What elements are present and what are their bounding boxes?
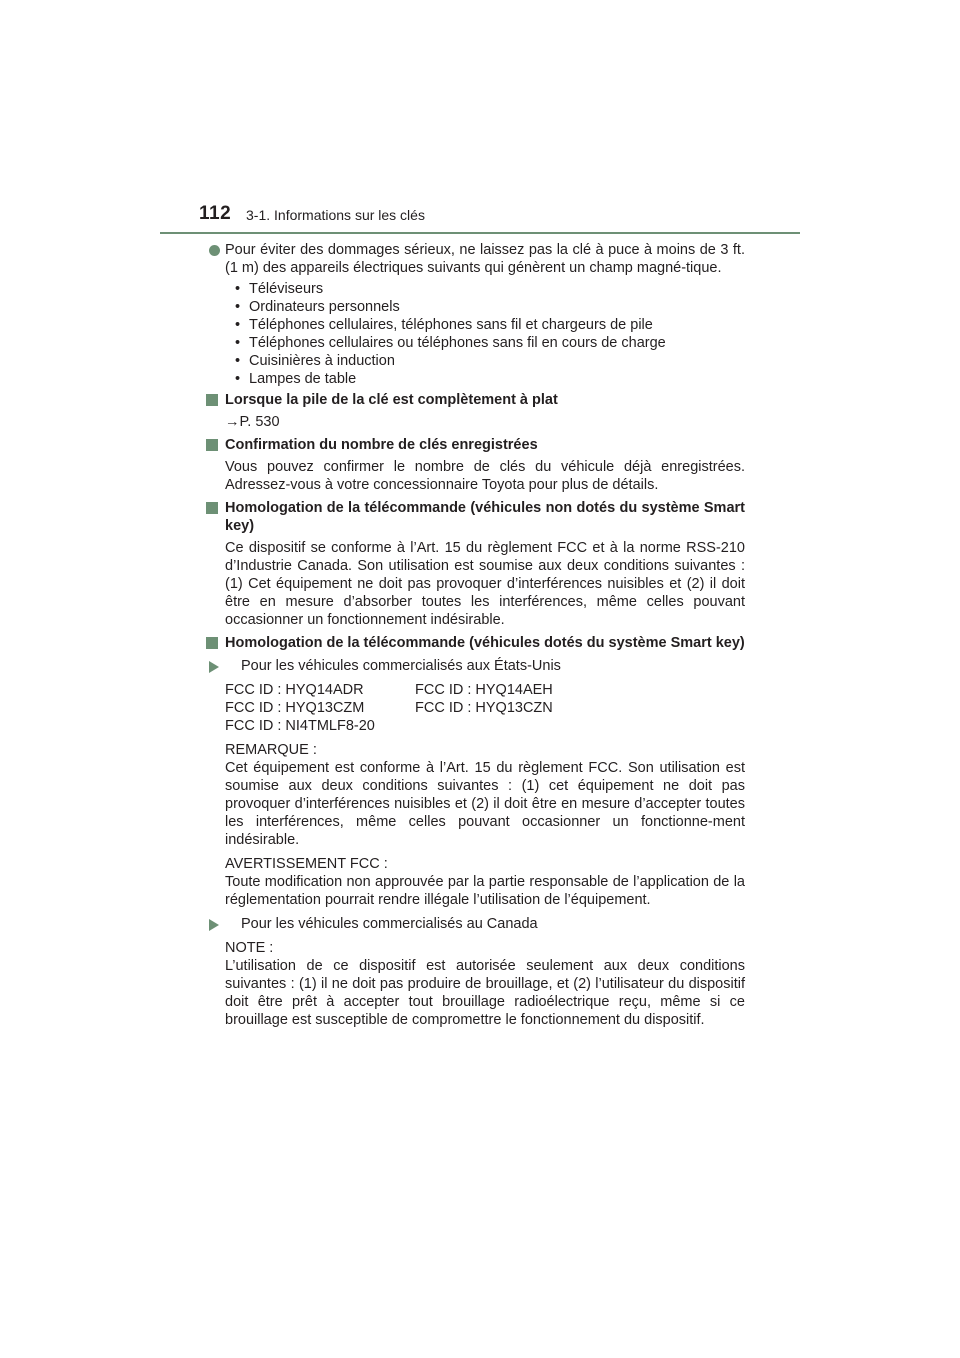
arrow-bullet-icon <box>209 661 219 673</box>
battery-reference <box>225 413 745 431</box>
table-row <box>225 699 745 717</box>
fcc-id: FCC ID : HYQ14ADR <box>225 682 364 698</box>
section-title: 3-1. Informations sur les clés <box>246 207 425 223</box>
list-item: • Téléviseurs <box>235 280 745 298</box>
fcc-id: FCC ID : HYQ13CZM <box>225 700 365 716</box>
fcc-id-table <box>225 681 745 735</box>
canada-subsection <box>209 915 745 933</box>
square-bullet-icon <box>206 394 218 406</box>
battery-heading: Lorsque la pile de la clé est complètement à plat <box>225 392 558 408</box>
usa-subsection <box>209 657 745 675</box>
square-bullet-icon <box>206 439 218 451</box>
fcc-id: FCC ID : NI4TMLF8-20 <box>225 718 375 734</box>
square-bullet-icon <box>206 502 218 514</box>
header-divider <box>160 232 800 234</box>
device-list <box>225 280 745 388</box>
fcc-warning-label: AVERTISSEMENT FCC : <box>225 856 388 872</box>
table-row <box>225 681 745 699</box>
battery-section <box>205 391 745 431</box>
list-item: • Cuisinières à induction <box>235 352 745 370</box>
fcc-id: FCC ID : HYQ14AEH <box>415 682 553 698</box>
list-item: • Lampes de table <box>235 370 745 388</box>
page-header <box>0 0 960 240</box>
confirmation-heading: Confirmation du nombre de clés enregistrées <box>225 437 538 453</box>
note-text: L’utilisation de ce dispositif est autorisée seulement aux deux conditions suivantes : (1) il ne doit pas produire de brouillage, et (2) l’utilisateur du dispositif doit être prêt à accepter tout brouillage radioélectrique reçu, même si ce brouillage est susceptible de compromettre le fonctionnement du dispositif. <box>225 958 745 1028</box>
circle-bullet-icon <box>209 245 220 256</box>
table-row <box>225 717 745 735</box>
canada-label: Pour les véhicules commercialisés au Canada <box>241 916 538 932</box>
confirmation-section <box>205 436 745 494</box>
remark-text: Cet équipement est conforme à l’Art. 15 du règlement FCC. Son utilisation est soumise aux deux conditions suivantes : (1) cet équipement ne doit pas provoquer d’interférences nuisibles et (2) il doit être en mesure d’accepter toutes les interférences, même celles pouvant occasionner un fonctionne-ment indésirable. <box>225 760 745 848</box>
homologation-no-smart-heading: Homologation de la télécommande (véhicules non dotés du système Smart key) <box>225 500 745 534</box>
intro-item <box>205 241 745 388</box>
arrow-bullet-icon <box>209 919 219 931</box>
usa-label: Pour les véhicules commercialisés aux États-Unis <box>241 658 561 674</box>
intro-text: Pour éviter des dommages sérieux, ne laissez pas la clé à puce à moins de 3 ft. (1 m) des appareils électriques suivants qui génèrent un champ magné-tique. <box>225 242 745 276</box>
homologation-no-smart-section <box>205 499 745 629</box>
homologation-no-smart-text: Ce dispositif se conforme à l’Art. 15 du règlement FCC et à la norme RSS-210 d’Industrie Canada. Son utilisation est soumise aux deux conditions suivantes : (1) Cet équipement ne doit pas provoquer d’interférences nuisibles et (2) il doit être en mesure d’absorber toutes les interférences, même celles pouvant occasionner un fonctionnement indésirable. <box>225 540 745 628</box>
fcc-id: FCC ID : HYQ13CZN <box>415 700 553 716</box>
list-item: • Ordinateurs personnels <box>235 298 745 316</box>
page-content <box>205 241 745 1029</box>
square-bullet-icon <box>206 637 218 649</box>
confirmation-text: Vous pouvez confirmer le nombre de clés du véhicule déjà enregistrées. Adressez-vous à votre concessionnaire Toyota pour plus de détails. <box>225 459 745 493</box>
page-reference-link[interactable]: P. 530 <box>239 414 280 430</box>
remark-label: REMARQUE : <box>225 742 317 758</box>
page-number: 112 <box>199 203 232 224</box>
note-label: NOTE : <box>225 940 274 956</box>
list-item: • Téléphones cellulaires, téléphones sans fil et chargeurs de pile <box>235 316 745 334</box>
homologation-smart-section <box>205 634 745 1029</box>
homologation-smart-heading: Homologation de la télécommande (véhicules dotés du système Smart key) <box>225 635 745 651</box>
fcc-warning-text: Toute modification non approuvée par la partie responsable de l’application de la réglementation pourrait rendre illégale l’utilisation de l’équipement. <box>225 874 745 908</box>
list-item: • Téléphones cellulaires ou téléphones sans fil en cours de charge <box>235 334 745 352</box>
arrow-glyph: → <box>225 414 240 430</box>
